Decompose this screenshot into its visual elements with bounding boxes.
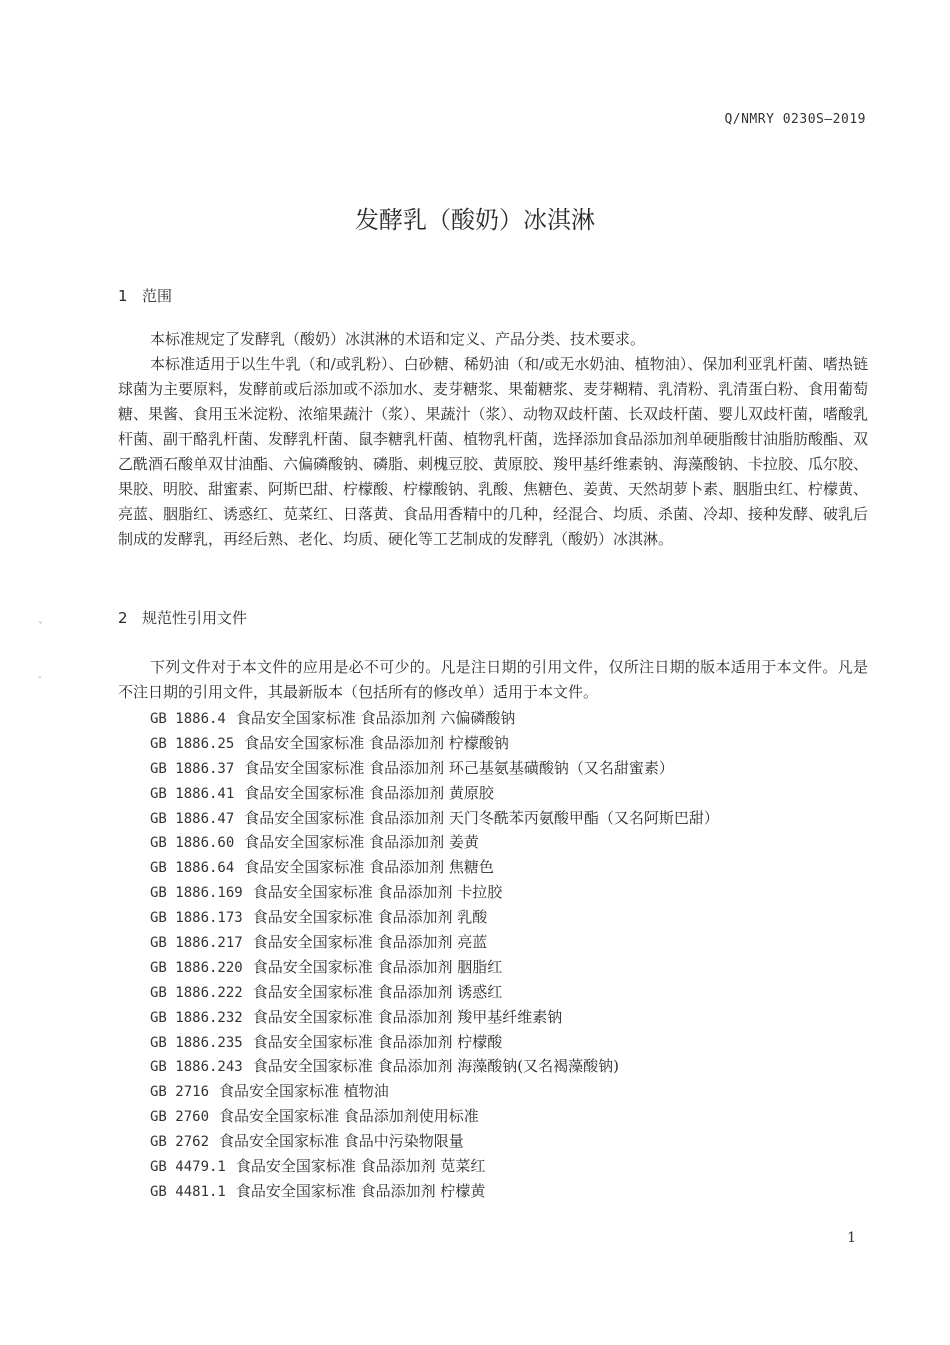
reference-item [150, 905, 719, 930]
reference-list [150, 706, 719, 1204]
reference-item [150, 781, 719, 806]
reference-item [150, 1030, 719, 1055]
reference-title: 食品安全国家标准 食品添加剂 天门冬酰苯丙氨酸甲酯（又名阿斯巴甜） [244, 808, 719, 827]
section-1-number: 1 [118, 287, 128, 305]
reference-code: GB 1886.232 [150, 1009, 243, 1026]
reference-item [150, 1129, 719, 1154]
section-1-title: 范围 [142, 287, 173, 305]
page-number: 1 [847, 1230, 856, 1246]
reference-code: GB 1886.47 [150, 810, 235, 827]
reference-item [150, 930, 719, 955]
reference-item [150, 1079, 719, 1104]
reference-title: 食品安全国家标准 食品添加剂 柠檬黄 [235, 1181, 486, 1200]
reference-code: GB 1886.222 [150, 984, 243, 1001]
section-2-number: 2 [118, 609, 128, 627]
reference-item [150, 706, 719, 731]
reference-code: GB 4479.1 [150, 1159, 226, 1176]
reference-code: GB 1886.41 [150, 785, 235, 802]
section-1-paragraph-1: 本标准规定了发酵乳（酸奶）冰淇淋的术语和定义、产品分类、技术要求。 [150, 330, 646, 348]
reference-title: 食品安全国家标准 食品添加剂 姜黄 [244, 833, 479, 852]
reference-title: 食品安全国家标准 食品添加剂 环己基氨基磺酸钠（又名甜蜜素） [244, 758, 674, 777]
reference-item [150, 1005, 719, 1030]
reference-title: 食品安全国家标准 食品添加剂使用标准 [219, 1107, 479, 1126]
reference-code: GB 1886.235 [150, 1034, 243, 1051]
reference-title: 食品安全国家标准 食品添加剂 海藻酸钠(又名褐藻酸钠) [252, 1057, 619, 1076]
reference-item [150, 830, 719, 855]
reference-code: GB 1886.25 [150, 735, 235, 752]
reference-code: GB 1886.217 [150, 935, 243, 952]
reference-item [150, 855, 719, 880]
reference-title: 食品安全国家标准 食品添加剂 黄原胶 [244, 783, 494, 802]
reference-code: GB 1886.37 [150, 760, 235, 777]
reference-title: 食品安全国家标准 食品添加剂 卡拉胶 [252, 883, 503, 902]
reference-title: 食品安全国家标准 食品添加剂 诱惑红 [252, 982, 503, 1001]
reference-item [150, 1054, 719, 1079]
reference-title: 食品安全国家标准 食品添加剂 羧甲基纤维素钠 [252, 1007, 563, 1026]
reference-item [150, 1104, 719, 1129]
reference-title: 食品安全国家标准 食品添加剂 六偏磷酸钠 [235, 709, 516, 727]
reference-title: 食品安全国家标准 食品添加剂 柠檬酸 [252, 1032, 503, 1051]
reference-code: GB 1886.4 [150, 711, 226, 727]
reference-code: GB 2716 [150, 1084, 210, 1101]
reference-code: GB 1886.243 [150, 1059, 243, 1076]
scan-mark: ˇ [38, 622, 43, 633]
reference-item [150, 806, 719, 831]
document-title: 发酵乳（酸奶）冰淇淋 [355, 206, 595, 234]
reference-title: 食品安全国家标准 食品添加剂 柠檬酸钠 [244, 733, 509, 752]
reference-code: GB 1886.64 [150, 860, 235, 877]
section-2-title: 规范性引用文件 [142, 609, 248, 627]
reference-item [150, 880, 719, 905]
reference-code: GB 2760 [150, 1109, 210, 1126]
reference-item [150, 756, 719, 781]
reference-title: 食品安全国家标准 食品添加剂 苋菜红 [235, 1157, 486, 1176]
section-2-intro: 下列文件对于本文件的应用是必不可少的。凡是注日期的引用文件，仅所注日期的版本适用于本文件。凡是不注日期的引用文件，其最新版本（包括所有的修改单）适用于本文件。 [118, 658, 868, 701]
reference-code: GB 1886.60 [150, 835, 235, 852]
reference-code: GB 1886.220 [150, 959, 243, 976]
reference-code: GB 1886.169 [150, 885, 243, 902]
scan-mark: - [38, 672, 42, 683]
section-2-heading [118, 607, 247, 628]
reference-item [150, 1179, 719, 1204]
reference-title: 食品安全国家标准 食品添加剂 胭脂红 [252, 957, 503, 976]
reference-item [150, 955, 719, 980]
reference-title: 食品安全国家标准 植物油 [219, 1082, 389, 1101]
reference-item [150, 980, 719, 1005]
reference-item [150, 731, 719, 756]
reference-title: 食品安全国家标准 食品中污染物限量 [219, 1132, 464, 1151]
reference-title: 食品安全国家标准 食品添加剂 焦糖色 [244, 858, 494, 877]
reference-title: 食品安全国家标准 食品添加剂 亮蓝 [252, 933, 488, 952]
reference-code: GB 4481.1 [150, 1183, 226, 1200]
reference-item [150, 1154, 719, 1179]
section-1-heading [118, 285, 172, 306]
standard-code: Q/NMRY 0230S—2019 [724, 112, 866, 127]
reference-title: 食品安全国家标准 食品添加剂 乳酸 [252, 908, 488, 927]
section-1-paragraph-2: 本标准适用于以生牛乳（和/或乳粉）、白砂糖、稀奶油（和/或无水奶油、植物油）、保加利亚乳杆菌、嗜热链球菌为主要原料，发酵前或后添加或不添加水、麦芽糖浆、果葡糖浆、麦芽糊精、乳清粉、乳清蛋白粉、食用葡萄糖、果酱、食用玉米淀粉、浓缩果蔬汁（浆）、果蔬汁（浆）、动物双歧杆菌、长双歧杆菌、婴儿双歧杆菌，嗜酸乳杆菌、副干酪乳杆菌、发酵乳杆菌、鼠李糖乳杆菌、植物乳杆菌，选择添加食品添加剂单硬脂酸甘油脂肪酸酯、双乙酰酒石酸单双甘油酯、六偏磷酸钠、磷脂、刺槐豆胶、黄原胶、羧甲基纤维素钠、海藻酸钠、卡拉胶、瓜尔胶、果胶、明胶、甜蜜素、阿斯巴甜、柠檬酸、柠檬酸钠、乳酸、焦糖色、姜黄、天然胡萝卜素、胭脂虫红、柠檬黄、亮蓝、胭脂红、诱惑红、苋菜红、日落黄、食品用香精中的几种，经混合、均质、杀菌、冷却、接种发酵、破乳后制成的发酵乳，再经后熟、老化、均质、硬化等工艺制成的发酵乳（酸奶）冰淇淋。 [118, 355, 869, 548]
reference-code: GB 1886.173 [150, 910, 243, 927]
reference-code: GB 2762 [150, 1134, 210, 1151]
